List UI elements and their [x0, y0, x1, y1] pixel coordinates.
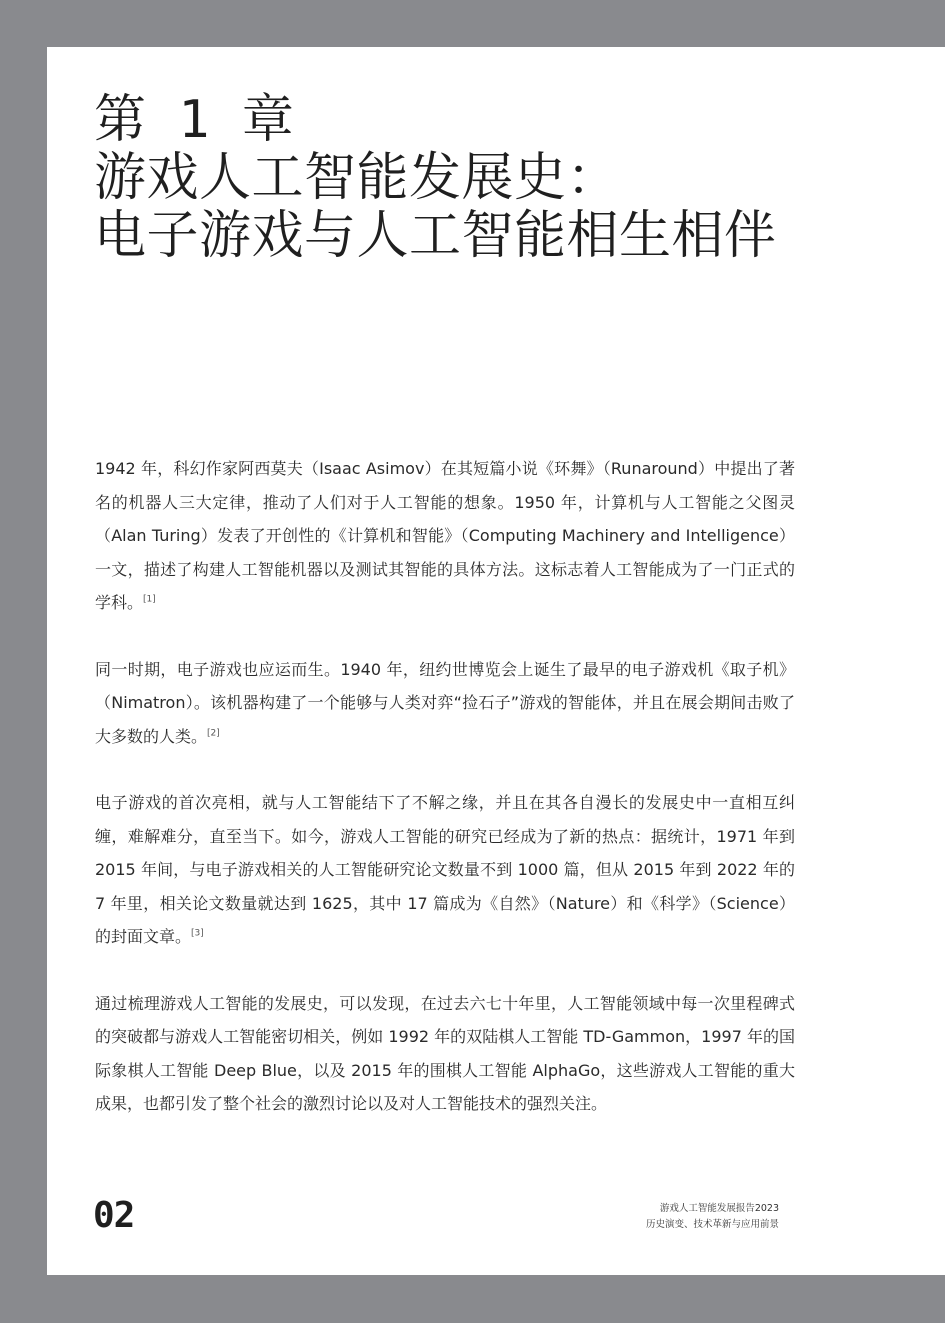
report-title: 游戏人工智能发展报告2023	[659, 1203, 779, 1214]
footnote-ref-1: [1]	[143, 594, 156, 605]
body-text	[95, 452, 795, 1121]
paragraph-4: 通过梳理游戏人工智能的发展史，可以发现，在过去六七十年里，人工智能领域中每一次里程碑式的突破都与游戏人工智能密切相关，例如 1992 年的双陆棋人工智能 TD-Gammon，1997 年的国际象棋人工智能 Deep Blue，以及 2015 年的围棋人工智能 AlphaGo，这些游戏人工智能的重大成果，也都引发了整个社会的激烈讨论以及对人工智能技术的强烈关注。	[95, 993, 795, 1113]
chapter-heading: 游戏人工智能发展史：	[94, 148, 620, 208]
chapter-subheading: 电子游戏与人工智能相生相伴	[94, 206, 777, 266]
running-footer	[646, 1201, 779, 1233]
paragraph-2: 同一时期，电子游戏也应运而生。1940 年，纽约世博览会上诞生了最早的电子游戏机《取子机》（Nimatron）。该机器构建了一个能够与人类对弈“捡石子”游戏的智能体，并且在展会期间击败了大多数的人类。[2]	[95, 659, 795, 746]
footnote-ref-2: [2]	[207, 728, 220, 739]
paragraph-1: 1942 年，科幻作家阿西莫夫（Isaac Asimov）在其短篇小说《环舞》（Runaround）中提出了著名的机器人三大定律，推动了人们对于人工智能的想象。1950 年，计算机与人工智能之父图灵（Alan Turing）发表了开创性的《计算机和智能》（Computing Machinery and Intelligence）一文，描述了构建人工智能机器以及测试其智能的具体方法。这标志着人工智能成为了一门正式的学科。[1]	[95, 459, 795, 612]
page-number: 02	[93, 1195, 135, 1236]
report-subtitle: 历史演变、技术革新与应用前景	[645, 1219, 779, 1230]
footnote-ref-3: [3]	[191, 928, 204, 939]
chapter-title	[94, 91, 777, 265]
document-page	[47, 47, 945, 1275]
chapter-number: 第 1 章	[94, 90, 295, 150]
paragraph-3: 电子游戏的首次亮相，就与人工智能结下了不解之缘，并且在其各自漫长的发展史中一直相互纠缠，难解难分，直至当下。如今，游戏人工智能的研究已经成为了新的热点：据统计，1971 年到 2015 年间，与电子游戏相关的人工智能研究论文数量不到 1000 篇，但从 2015 年到 2022 年的 7 年里，相关论文数量就达到 1625，其中 17 篇成为《自然》（Nature）和《科学》（Science）的封面文章。[3]	[95, 793, 795, 946]
